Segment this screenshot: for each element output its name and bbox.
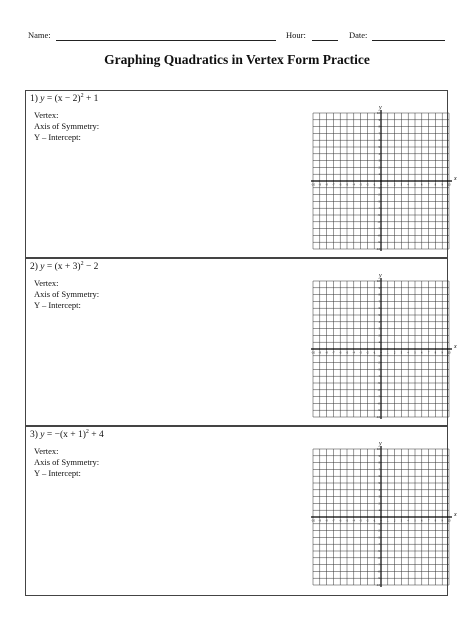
axis-of-symmetry-label: Axis of Symmetry: [34,289,100,299]
answer-fields [34,110,99,143]
vertex-label: Vertex: [34,278,59,288]
y-tick-label: 1 [378,172,380,177]
y-tick-label: 10 [376,111,380,115]
y-tick-label: -5 [377,549,380,553]
name-input-line[interactable] [56,40,276,41]
y-tick-label: 9 [378,285,380,290]
x-tick-label: 5 [414,350,416,355]
x-tick-label: 3 [400,350,403,355]
x-axis-label: x [454,344,457,350]
hour-input-line[interactable] [312,40,338,41]
x-tick-label: -10 [310,518,316,523]
problem-1-equation: 1) $y = (x - 2)^2 + 1$ [30,93,99,104]
x-tick-label: -9 [318,182,322,187]
x-tick-label: 3 [400,518,403,523]
y-axis-label: y [379,105,382,111]
x-tick-label: 0 [380,350,382,355]
answer-fields [34,446,99,479]
x-tick-label: 4 [407,518,409,523]
y-tick-label: 8 [378,460,380,465]
y-tick-label: -9 [377,240,380,245]
x-tick-label: 0 [380,182,382,187]
x-tick-label: -3 [359,350,362,355]
x-tick-label: -9 [318,350,322,355]
y-tick-label: -2 [377,528,380,533]
y-axis-label: y [379,273,382,279]
y-tick-label: -9 [377,408,380,413]
x-tick-label: 7 [427,182,430,187]
x-tick-label: -8 [325,518,328,523]
y-tick-label: 4 [378,319,380,324]
x-tick-label: 9 [441,518,443,523]
x-tick-label: -8 [325,350,328,355]
grid-svg [307,107,457,255]
y-tick-label: 7 [378,131,380,136]
problem-2 [25,258,457,426]
hour-label: Hour: [286,30,306,40]
y-tick-label: 8 [378,292,380,297]
y-tick-label: 3 [378,158,380,163]
x-tick-label: -5 [345,350,349,355]
y-tick-label: 5 [378,481,380,485]
x-tick-label: 0 [380,518,382,523]
y-tick-label: 1 [378,340,380,345]
y-intercept-label: Y – Intercept: [34,468,81,478]
x-tick-label: -4 [352,182,356,187]
x-tick-label: 10 [447,182,451,187]
y-axis-label: y [379,441,382,447]
y-tick-label: 2 [378,165,380,170]
grid-svg [307,443,457,591]
y-tick-label: -3 [377,535,380,540]
y-tick-label: 4 [378,151,380,156]
x-tick-label: -2 [366,182,369,187]
x-tick-label: 1 [387,350,389,355]
problem-3 [25,426,457,596]
y-tick-label: -10 [375,415,380,419]
x-tick-label: 8 [434,518,437,523]
x-tick-label: -6 [338,518,342,523]
y-tick-label: -8 [377,569,380,574]
x-tick-label: -10 [310,182,316,187]
vertex-label: Vertex: [34,446,59,456]
x-tick-label: -2 [366,350,369,355]
x-tick-label: -4 [352,518,356,523]
y-tick-label: -4 [377,542,380,547]
grid-svg [307,275,457,423]
y-tick-label: -8 [377,401,380,406]
x-tick-label: -3 [359,518,362,523]
x-tick-label: 10 [447,350,451,355]
y-intercept-label: Y – Intercept: [34,132,81,142]
y-tick-label: 1 [378,508,380,513]
y-tick-label: -6 [377,219,380,224]
x-tick-label: 6 [421,518,423,523]
x-tick-label: 3 [400,182,403,187]
y-tick-label: 6 [378,474,380,479]
y-tick-label: 5 [378,145,380,149]
x-axis-label: x [454,176,457,182]
y-tick-label: 4 [378,487,380,492]
y-tick-label: 3 [378,326,380,331]
x-tick-label: 8 [434,182,437,187]
x-tick-label: 2 [393,350,396,355]
y-tick-label: 9 [378,453,380,458]
problem-2-equation: 2) $y = (x + 3)^2 - 2$ [30,261,99,272]
vertex-label: Vertex: [34,110,59,120]
y-tick-label: -3 [377,367,380,372]
y-tick-label: -9 [377,576,380,581]
y-tick-label: -1 [377,353,380,358]
x-tick-label: -8 [325,182,328,187]
x-tick-label: 1 [387,182,389,187]
x-tick-label: -1 [372,350,376,355]
x-tick-label: 2 [393,182,396,187]
y-tick-label: 2 [378,501,380,506]
y-tick-label: 3 [378,494,380,499]
y-tick-label: -3 [377,199,380,204]
y-tick-label: -8 [377,233,380,238]
y-tick-label: -5 [377,381,380,385]
y-tick-label: -2 [377,192,380,197]
y-tick-label: -4 [377,206,380,211]
y-tick-label: -1 [377,521,380,526]
name-label: Name: [28,30,51,40]
problem-number: 2) [30,262,38,272]
x-tick-label: -5 [345,182,349,187]
x-tick-label: 5 [414,518,416,523]
y-tick-label: 5 [378,313,380,317]
problem-number: 1) [30,94,38,104]
problem-3-equation: 3) $y = -(x + 1)^2 + 4$ [30,429,104,440]
y-tick-label: 10 [376,447,380,451]
y-tick-label: -10 [375,583,380,587]
date-input-line[interactable] [372,40,445,41]
x-tick-label: -4 [352,350,356,355]
x-tick-label: -7 [332,350,335,355]
x-axis-label: x [454,512,457,518]
y-tick-label: 6 [378,138,380,143]
x-tick-label: -7 [332,518,335,523]
x-tick-label: -9 [318,518,322,523]
answer-fields [34,278,99,311]
x-tick-label: -5 [345,518,349,523]
page-title: Graphing Quadratics in Vertex Form Practice [104,52,370,67]
x-tick-label: 4 [407,182,409,187]
problem-number: 3) [30,430,38,440]
x-tick-label: 7 [427,350,430,355]
y-tick-label: -6 [377,555,380,560]
x-tick-label: 9 [441,182,443,187]
coordinate-grid-2[interactable] [307,275,457,423]
y-tick-label: -5 [377,213,380,217]
y-tick-label: 2 [378,333,380,338]
y-intercept-label: Y – Intercept: [34,300,81,310]
y-tick-label: 6 [378,306,380,311]
x-tick-label: -7 [332,182,335,187]
axis-of-symmetry-label: Axis of Symmetry: [34,121,100,131]
y-tick-label: -6 [377,387,380,392]
y-tick-label: 10 [376,279,380,283]
y-tick-label: 7 [378,299,380,304]
x-tick-label: -10 [310,350,316,355]
worksheet-header [28,30,448,44]
x-tick-label: 5 [414,182,416,187]
x-tick-label: -6 [338,182,342,187]
y-tick-label: 7 [378,467,380,472]
date-label: Date: [349,30,368,40]
y-tick-label: -1 [377,185,380,190]
y-tick-label: -4 [377,374,380,379]
coordinate-grid-3[interactable] [307,443,457,591]
x-tick-label: -2 [366,518,369,523]
x-tick-label: 9 [441,350,443,355]
x-tick-label: 4 [407,350,409,355]
x-tick-label: 7 [427,518,430,523]
x-tick-label: 6 [421,350,423,355]
y-tick-label: 8 [378,124,380,129]
y-tick-label: -7 [377,226,380,231]
x-tick-label: -3 [359,182,362,187]
x-tick-label: -1 [372,518,376,523]
x-tick-label: -6 [338,350,342,355]
y-tick-label: -2 [377,360,380,365]
x-tick-label: 10 [447,518,451,523]
x-tick-label: 2 [393,518,396,523]
coordinate-grid-1[interactable] [307,107,457,255]
axis-of-symmetry-label: Axis of Symmetry: [34,457,100,467]
y-tick-label: -7 [377,394,380,399]
x-tick-label: 6 [421,182,423,187]
x-tick-label: 1 [387,518,389,523]
problem-1 [25,90,457,258]
x-tick-label: -1 [372,182,376,187]
y-tick-label: 9 [378,117,380,122]
y-tick-label: -7 [377,562,380,567]
x-tick-label: 8 [434,350,437,355]
y-tick-label: -10 [375,247,380,251]
